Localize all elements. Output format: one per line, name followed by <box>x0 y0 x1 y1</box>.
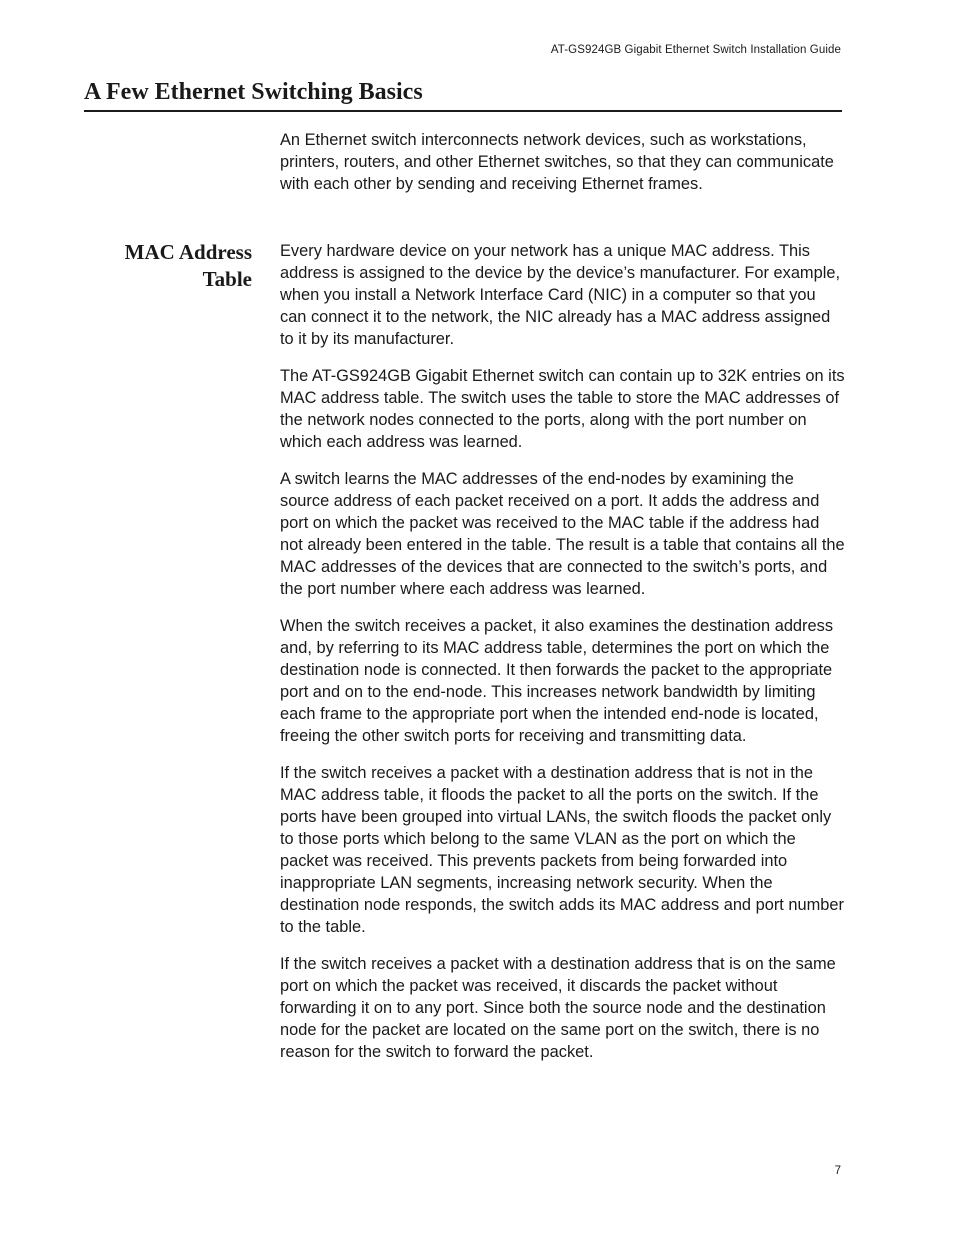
intro-paragraph: An Ethernet switch interconnects network devices, such as workstations, printers, routers, and other Ethernet switches, so that they can communicate with each other by sending and receiving Ethernet frames. <box>280 131 834 193</box>
page-number: 7 <box>834 1165 841 1177</box>
body-paragraph: If the switch receives a packet with a destination address that is not in the MAC address table, it floods the packet to all the ports on the switch. If the ports have been grouped into virtual LANs, the switch floods the packet only to those ports which belong to the same VLAN as the port on which the packet was received. This prevents packets from being forwarded into inappropriate LAN segments, increasing network security. When the destination node responds, the switch adds its MAC address and port number to the table. <box>280 764 844 936</box>
mac-table-body <box>280 241 846 1079</box>
subsection-heading-line1: MAC Address <box>124 240 252 264</box>
body-paragraph: When the switch receives a packet, it also examines the destination address and, by referring to its MAC address table, determines the port on which the destination node is connected. It then forwards the packet to the appropriate port and on to the end-node. This increases network bandwidth by limiting each frame to the appropriate port when the intended end-node is located, freeing the other switch ports for receiving and transmitting data. <box>280 617 834 745</box>
intro-block <box>280 130 846 211</box>
running-header: AT-GS924GB Gigabit Ethernet Switch Installation Guide <box>550 44 841 56</box>
body-paragraph: Every hardware device on your network has a unique MAC address. This address is assigned to the device by the device’s manufacturer. For example, when you install a Network Interface Card (NIC) in a computer so that you can connect it to the network, the NIC already has a MAC address assigned to it by its manufacturer. <box>280 242 841 348</box>
body-paragraph: The AT-GS924GB Gigabit Ethernet switch can contain up to 32K entries on its MAC address table. The switch uses the table to store the MAC addresses of the network nodes connected to the ports, along with the port number on which each address was learned. <box>280 367 845 451</box>
body-paragraph: If the switch receives a packet with a destination address that is on the same port on which the packet was received, it discards the packet without forwarding it on to any port. Since both the source node and the destination node for the packet are located on the same port on the switch, there is no reason for the switch to forward the packet. <box>280 955 836 1061</box>
subsection-heading-line2: Table <box>202 267 252 291</box>
body-paragraph: A switch learns the MAC addresses of the end-nodes by examining the source address of each packet received on a port. It adds the address and port on which the packet was received to the MAC table if the address had not already been entered in the table. The result is a table that contains all the MAC addresses of the devices that are connected to the switch’s ports, and the port number where each address was learned. <box>280 470 845 598</box>
subsection-heading <box>84 239 252 293</box>
title-rule <box>84 110 842 112</box>
section-title: A Few Ethernet Switching Basics <box>84 79 423 105</box>
